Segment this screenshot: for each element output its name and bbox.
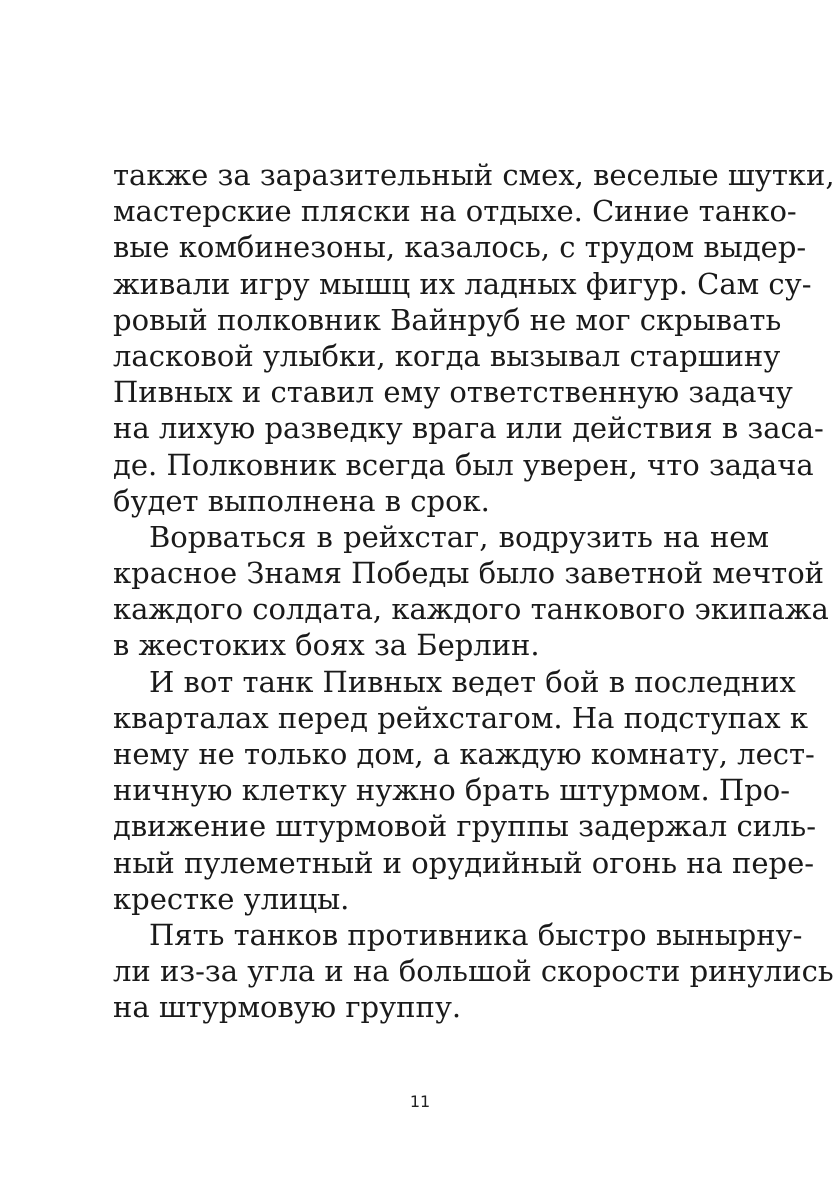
paragraph: [113, 664, 817, 917]
text-line: в жестоких боях за Берлин.: [113, 628, 540, 663]
text-line: кварталах перед рейхстагом. На подступах к: [113, 700, 808, 735]
paragraph: [113, 157, 835, 519]
text-line: будет выполнена в срок.: [113, 483, 490, 518]
text-line: И вот танк Пивных ведет бой в последних: [149, 664, 796, 699]
text-line: на лихую разведку врага или действия в заса-: [113, 411, 824, 446]
text-line: также за заразительный смех, веселые шутки,: [113, 158, 835, 192]
text-line: нему не только дом, а каждую комнату, лест-: [113, 737, 815, 771]
text-line: каждого солдата, каждого танкового экипажа: [113, 592, 829, 627]
paragraph: [113, 917, 834, 1026]
paragraph: [113, 519, 829, 664]
text-line: ничную клетку нужно брать штурмом. Про-: [113, 773, 791, 808]
text-line: живали игру мышц их ладных фигур. Сам су-: [113, 266, 812, 301]
text-line: Пивных и ставил ему ответственную задачу: [113, 375, 793, 410]
text-line: Пять танков противника быстро вынырну-: [149, 917, 803, 952]
page-number: 11: [409, 1092, 431, 1111]
text-line: ровый полковник Вайнруб не мог скрывать: [113, 302, 782, 337]
text-line: ный пулеметный и орудийный огонь на пере-: [113, 845, 815, 880]
text-line: де. Полковник всегда был уверен, что задача: [113, 447, 814, 482]
text-line: ли из-за угла и на большой скорости ринулись: [113, 954, 834, 989]
text-line: на штурмовую группу.: [113, 990, 462, 1025]
text-line: красное Знамя Победы было заветной мечтой: [113, 556, 825, 591]
text-line: мастерские пляски на отдыхе. Синие танко-: [113, 194, 797, 229]
text-line: Ворваться в рейхстаг, водрузить на нем: [149, 519, 769, 554]
text-line: вые комбинезоны, казалось, с трудом выдер-: [113, 230, 807, 265]
text-line: крестке улицы.: [113, 881, 350, 916]
body-text: [113, 157, 835, 1026]
text-line: ласковой улыбки, когда вызывал старшину: [113, 338, 781, 373]
text-line: движение штурмовой группы задержал силь-: [113, 809, 817, 844]
